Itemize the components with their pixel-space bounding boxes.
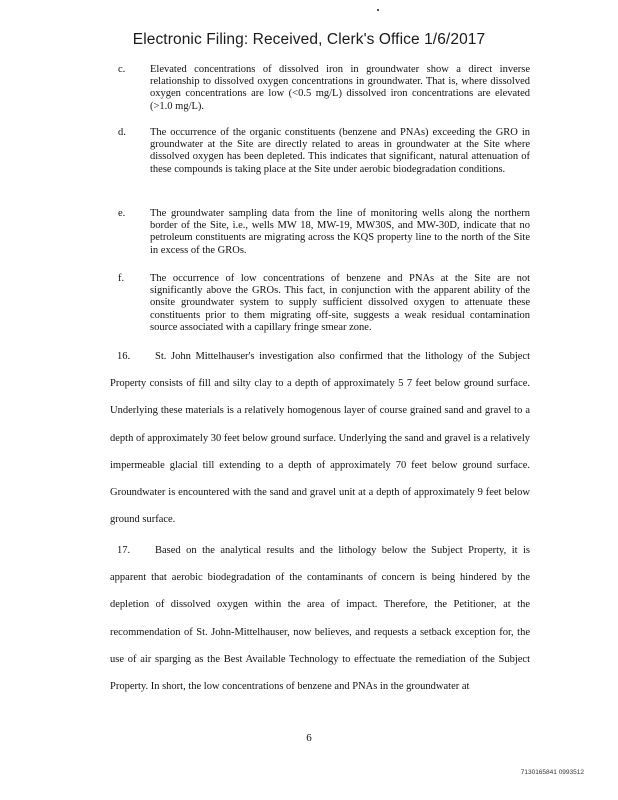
item-text: The occurrence of low concentrations of benzene and PNAs at the Site are not significantly above the GROs. This fact, in conjunction with the apparent ability of the onsite groundwater system to supply sufficient dissolved oxygen to attenuate these constituents prior to them migrating off-site, suggests a weak residual contamination source associated with a capillary fringe smear zone. [150, 273, 530, 333]
document-id: 7130165841 0993512 [520, 769, 584, 776]
item-label: f. [118, 273, 125, 284]
paragraph-text: Based on the analytical results and the lithology below the Subject Property, it is apparent that aerobic biodegradation of the contaminants of concern is being hindered by the depletion of dissolved oxygen within the area of impact. Therefore, the Petitioner, at the recommendation of St. John-Mittelhauser, now believes, and requests a setback exception for, the use of air sparging as the Best Available Technology to effectuate the remediation of the Subject Property. In short, the low concentrations of benzene and PNAs in the groundwater at [110, 545, 530, 693]
item-text: The groundwater sampling data from the line of monitoring wells along the northern border of the Site, i.e., wells MW 18, MW-19, MW30S, and MW-30D, indicate that no petroleum constituents are migrating across the KQS property line to the north of the Site in excess of the GROs. [150, 208, 530, 256]
paragraph-number: 16. [117, 351, 131, 362]
item-text: Elevated concentrations of dissolved iron in groundwater show a direct inverse relationship to dissolved oxygen concentrations in groundwater. That is, where dissolved oxygen concentrations are low (<0.5 mg/L) dissolved iron concentrations are elevated (>1.0 mg/L). [150, 64, 530, 112]
item-label: c. [118, 64, 126, 75]
filing-header: Electronic Filing: Received, Clerk's Office 1/6/2017 [132, 31, 486, 48]
page-number: 6 [306, 732, 312, 744]
paragraph-16 [110, 343, 530, 533]
paragraph-text: St. John Mittelhauser's investigation also confirmed that the lithology of the Subject Property consists of fill and silty clay to a depth of approximately 5 7 feet below ground surface. Underlying these materials is a relatively homogenous layer of course grained sand and gravel to a depth of approximately 30 feet below ground surface. Underlying the sand and gravel is a relatively impermeable glacial till extending to a depth of approximately 70 feet below ground surface. Groundwater is encountered with the sand and gravel unit at a depth of approximately 9 feet below ground surface. [110, 351, 530, 526]
scan-speck [377, 9, 379, 11]
item-label: d. [118, 127, 126, 138]
item-text: The occurrence of the organic constituents (benzene and PNAs) exceeding the GRO in groundwater at the Site are directly related to areas in groundwater at the Site where dissolved oxygen has been depleted. This indicates that significant, natural attenuation of these compounds is taking place at the Site under aerobic biodegradation conditions. [150, 127, 530, 175]
paragraph-number: 17. [117, 545, 131, 556]
item-label: e. [118, 208, 126, 219]
paragraph-17 [110, 537, 530, 700]
